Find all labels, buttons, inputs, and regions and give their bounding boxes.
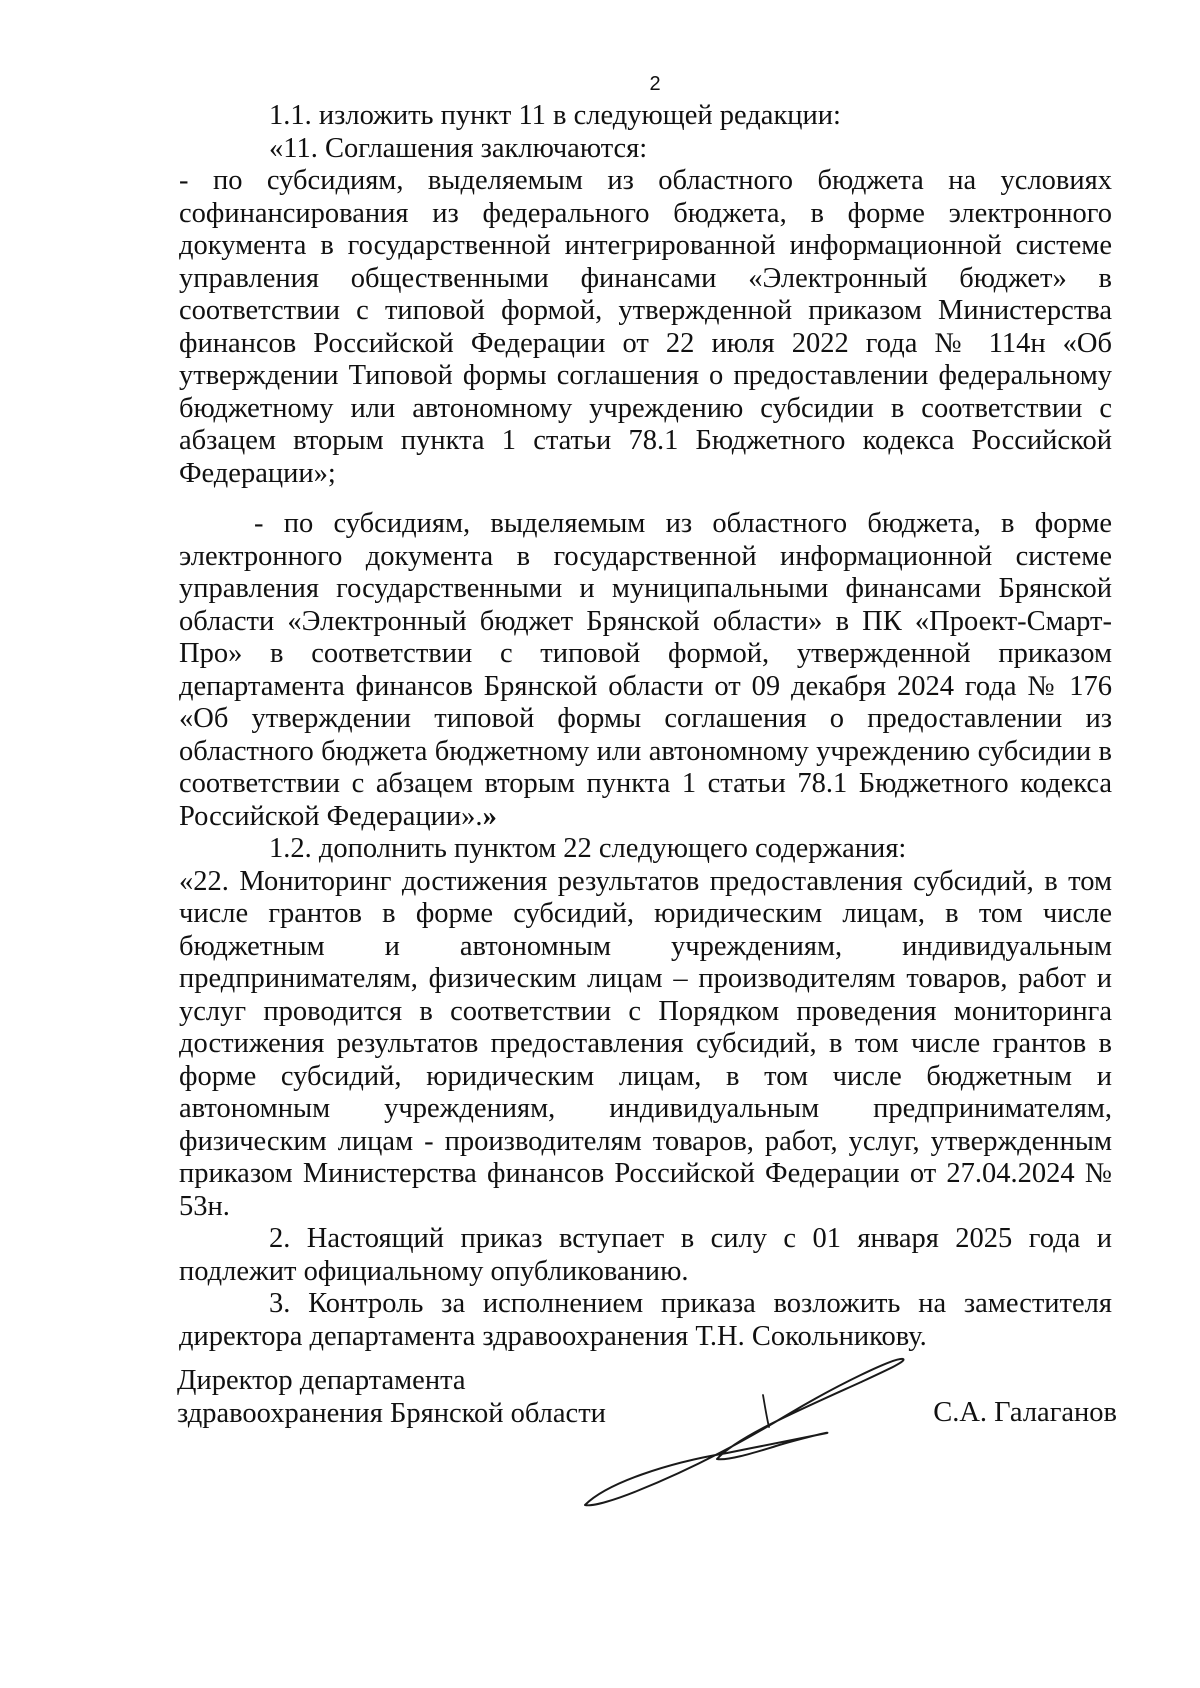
paragraph-22-monitoring: «22. Мониторинг достижения результатов предоставления субсидий, в том числе грантов в форме субсидий, юридическим лицам, в том числе бюджетным и автономным учреждениям, индивидуальным предпринимателям, физическим лицам – производителям товаров, работ и услуг проводится в соответствии с Порядком проведения мониторинга достижения результатов предоставления субсидий, в том числе грантов в форме субсидий, юридическим лицам, в том числе бюджетным и автономным учреждениям, индивидуальным предпринимателям, физическим лицам - производителям товаров, работ, услуг, утвержденным приказом Министерства финансов Российской Федерации от 27.04.2024 № 53н. xyxy=(179,865,1112,1222)
paragraph-federal-subsidies: - по субсидиям, выделяемым из областного бюджета на условиях софинансирования из федерального бюджета, в форме электронного документа в государственной интегрированной информационной системе управления общественными финансами «Электронный бюджет» в соответствии с типовой формой, утвержденной приказом Министерства финансов Российской Федерации от 22 июля 2022 года № 114н «Об утверждении Типовой формы соглашения о предоставлении федеральному бюджетному или автономному учреждению субсидии в соответствии с абзацем вторым пункта 1 статьи 78.1 Бюджетного кодекса Российской Федерации»; xyxy=(179,165,1112,489)
signatory-title-line-2: здравоохранения Брянской области xyxy=(177,1397,606,1429)
paragraph-regional-subsidies-text: - по субсидиям, выделяемым из областного бюджета, в форме электронного документа в государственной информационной системе управления государственными и муниципальными финансами Брянской области «Электронный бюджет Брянской области» в ПК «Проект-Смарт-Про» в соответствии с типовой формой, утвержденной приказом департамента финансов Брянской области от 09 декабря 2024 года № 176 «Об утверждении типовой формы соглашения о предоставлении из областного бюджета бюджетному или автономному учреждению субсидии в соответствии с абзацем вторым пункта 1 статьи 78.1 Бюджетного кодекса Российской Федерации». xyxy=(179,508,1112,832)
paragraph-2-effective-date: 2. Настоящий приказ вступает в силу с 01 января 2025 года и подлежит официальному опубликованию. xyxy=(179,1223,1112,1287)
paragraph-3-control: 3. Контроль за исполнением приказа возложить на заместителя директора департамента здравоохранения Т.Н. Сокольникову. xyxy=(179,1288,1112,1352)
handwritten-signature xyxy=(577,1355,957,1515)
signature-block xyxy=(177,1365,1117,1565)
paragraph-11-heading: «11. Соглашения заключаются: xyxy=(269,132,648,164)
signatory-title-line-1: Директор департамента xyxy=(177,1365,466,1396)
closing-quote: » xyxy=(482,800,497,832)
page-number: 2 xyxy=(649,73,661,95)
signatory-name: С.А. Галаганов xyxy=(933,1397,1117,1428)
signatory-title xyxy=(177,1365,606,1430)
paragraph-regional-subsidies xyxy=(179,508,1112,833)
paragraph-1-2: 1.2. дополнить пунктом 22 следующего содержания: xyxy=(269,833,907,864)
document-body xyxy=(179,100,1112,1353)
paragraph-1-1: 1.1. изложить пункт 11 в следующей редакции: xyxy=(269,100,841,131)
